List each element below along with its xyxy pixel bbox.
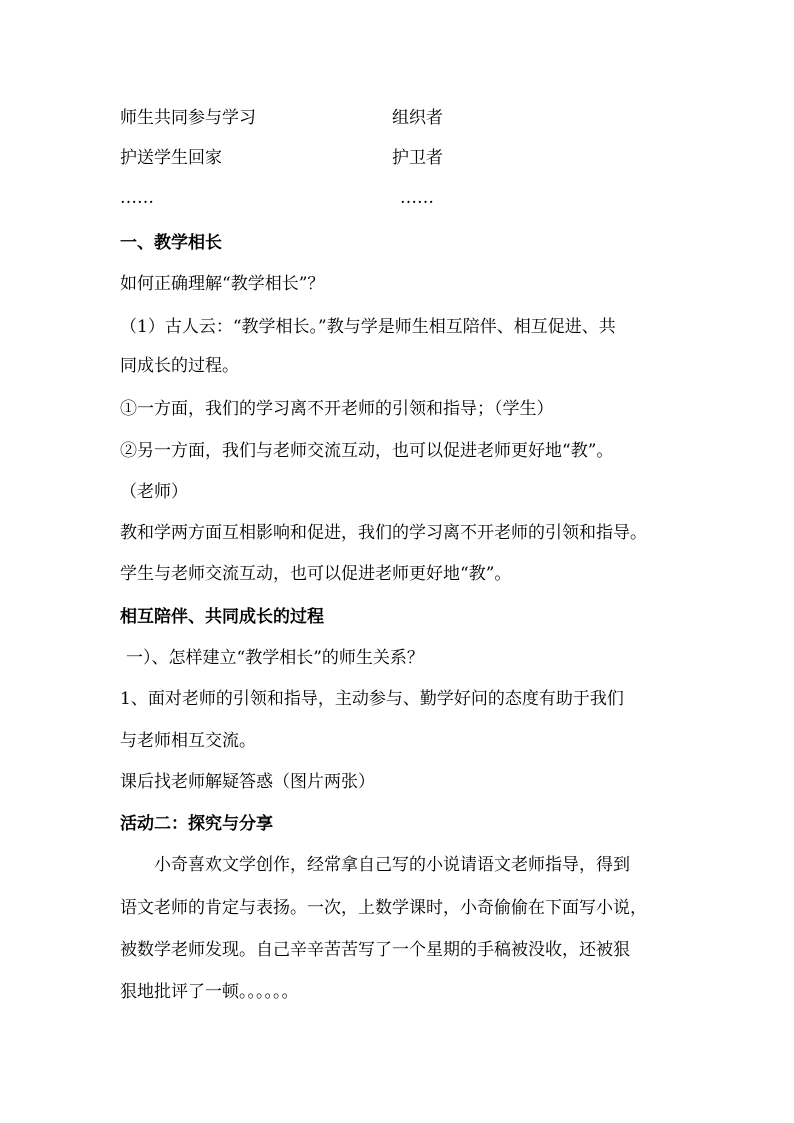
story-line-2: 语文老师的肯定与表扬。一次，上数学课时，小奇偷偷在下面写小说，	[120, 898, 647, 918]
point-1: ①一方面，我们的学习离不开老师的引领和指导；（学生）	[120, 399, 554, 419]
paragraph-2-line-1: 教和学两方面互相影响和促进，我们的学习离不开老师的引领和指导。	[120, 523, 647, 543]
paragraph-3-line-2: 与老师相互交流。	[120, 731, 256, 751]
role-row-3-ellipsis: ……	[120, 188, 154, 208]
paragraph-1-line-1: （1）古人云：“教学相长。”教与学是师生相互陪伴、相互促进、共	[120, 317, 616, 337]
story-line-4: 狠地批评了一顿。。。。。。	[120, 982, 299, 1002]
role-row-3-ellipsis-right: ……	[400, 188, 434, 208]
question-2: 一）、怎样建立“教学相长”的师生关系？	[126, 648, 424, 668]
point-2-line-2: （老师）	[120, 482, 188, 502]
paragraph-1-line-2: 同成长的过程。	[120, 356, 239, 376]
point-2-line-1: ②另一方面，我们与老师交流互动，也可以促进老师更好地“教”。	[120, 441, 614, 461]
section-heading-2: 相互陪伴、共同成长的过程	[120, 607, 324, 627]
story-line-3: 被数学老师发现。自己辛辛苦苦写了一个星期的手稿被没收，还被狠	[120, 940, 630, 960]
question-1: 如何正确理解“教学相长”？	[120, 274, 325, 294]
role-row-2-role: 护卫者	[392, 148, 443, 168]
activity-heading: 活动二：探究与分享	[120, 814, 273, 834]
note-line: 课后找老师解疑答惑（图片两张）	[120, 772, 375, 792]
role-row-2-activity: 护送学生回家	[120, 148, 222, 168]
story-line-1: 小奇喜欢文学创作，经常拿自己写的小说请语文老师指导，得到	[154, 855, 630, 875]
paragraph-3-line-1: 1、面对老师的引领和指导，主动参与、勤学好问的态度有助于我们	[120, 689, 624, 709]
paragraph-2-line-2: 学生与老师交流互动，也可以促进老师更好地“教”。	[120, 564, 512, 584]
section-heading-1: 一、教学相长	[120, 233, 222, 253]
role-row-1-role: 组织者	[392, 108, 443, 128]
role-row-1-activity: 师生共同参与学习	[120, 108, 256, 128]
